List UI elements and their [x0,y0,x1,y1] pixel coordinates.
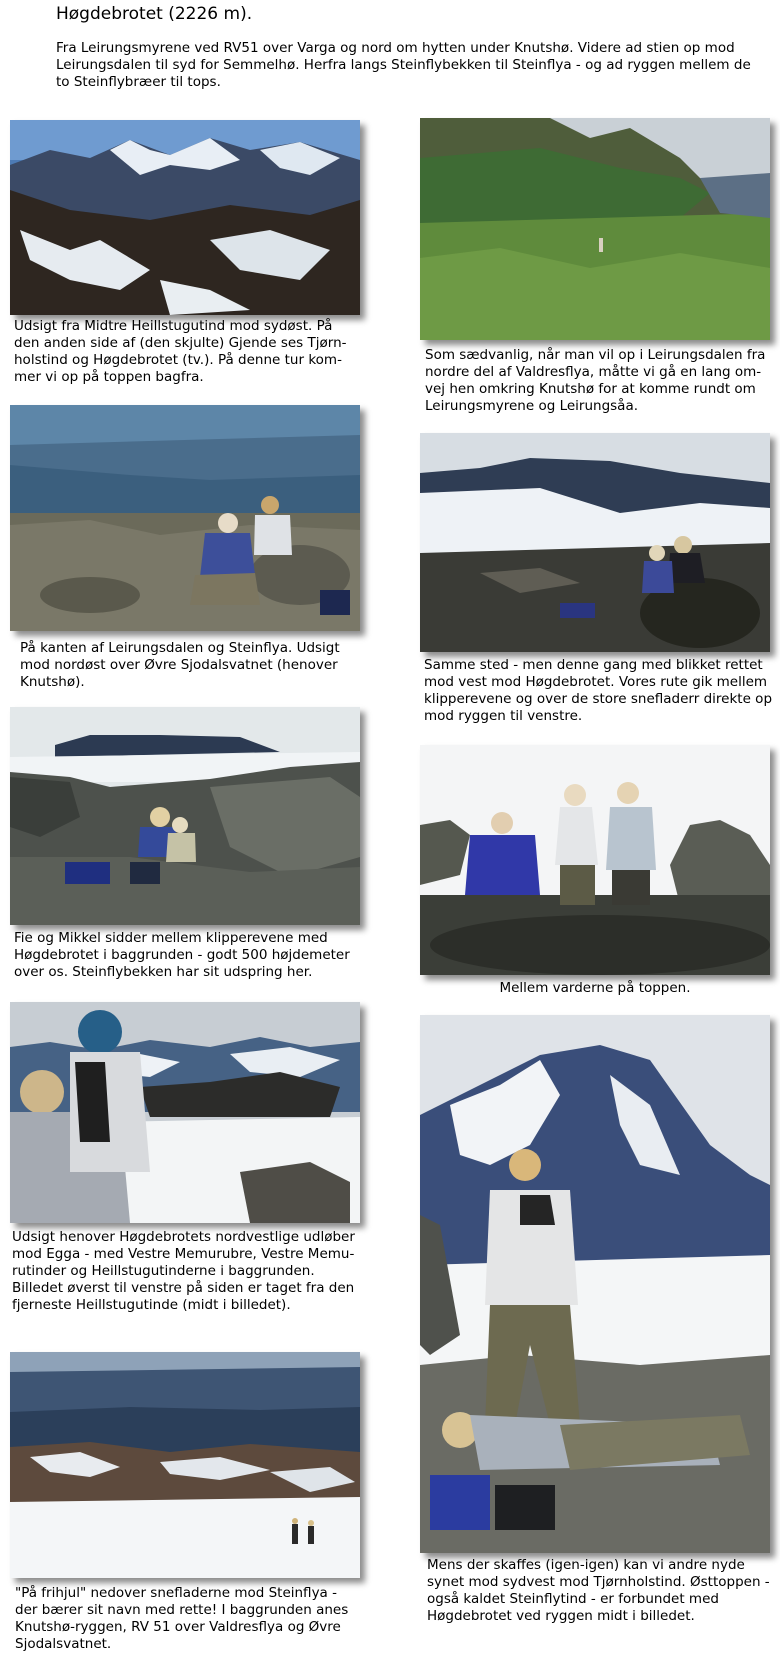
photo-leirungsdalen-edge [10,405,360,631]
caption-photo-9: "På frihjul" nedover snefladerne mod Steinflya - der bærer sit navn med rette! I baggrunden anes Knutshø-ryggen, RV 51 over Valdresflya og Øvre Sjodalsvatnet. [15,1585,349,1652]
photo-tjornholstind-rest [420,1015,770,1553]
caption-photo-6: Mellem varderne på toppen. [499,980,691,996]
caption-photo-8: Mens der skaffes (igen-igen) kan vi andre nyde synet mod sydvest mod Tjørnholstind. Østtoppen - også kaldet Steinflytind - er forbundet med Høgdebrotet ved ryggen midt i billedet. [427,1557,770,1624]
photo-leirungsdalen-hike [420,118,770,340]
intro-text: Fra Leirungsmyrene ved RV51 over Varga og nord om hytten under Knutshø. Videre ad stien op mod Leirungsdalen til syd for Semmelhø. Herfra langs Steinflybekken til Steinflya - og ad ryggen mellem de to Steinflybræer til tops. [56,40,751,90]
caption-photo-4: Samme sted - men denne gang med blikket rettet mod vest mod Høgdebrotet. Vores rute gik mellem klipperevene og over de store snefladerr direkte op mod ryggen til venstre. [424,657,773,724]
caption-photo-3: På kanten af Leirungsdalen og Steinflya. Udsigt mod nordøst over Øvre Sjodalsvatnet (henover Knutshø). [20,640,340,690]
caption-photo-1: Udsigt fra Midtre Heillstugutind mod sydøst. På den anden side af (den skjulte) Gjende ses Tjørn-holstind og Høgdebrotet (tv.). På denne tur kom-mer vi op på toppen bagfra. [14,318,347,385]
photo-fie-mikkel-rocks [10,707,360,925]
caption-photo-2: Som sædvanlig, når man vil op i Leirungsdalen fra nordre del af Valdresflya, måtte vi gå en lang om-vej hen omkring Knutshø for at komme rundt om Leirungsmyrene og Leirungsåa. [425,347,766,414]
page-title: Høgdebrotet (2226 m). [56,4,253,24]
photo-summit-cairns [420,745,770,975]
caption-photo-7: Udsigt henover Høgdebrotets nordvestlige udløber mod Egga - med Vestre Memurubre, Vestre Memu-rutinder og Heillstugutinderne i baggrunden. Billedet øverst til venstre på siden er taget fra den fjerneste Heillstugutinde (midt i billedet). [12,1229,355,1313]
photo-view-west-hogdebrotet [420,433,770,652]
caption-photo-5: Fie og Mikkel sidder mellem klipperevene med Høgdebrotet i baggrunden - godt 500 højdemeter over os. Steinflybekken har sit udspring her. [14,930,350,980]
photo-midtre-heillstugutind-view [10,120,360,315]
photo-frihjul-snow [10,1352,360,1578]
photo-view-egga [10,1002,360,1223]
